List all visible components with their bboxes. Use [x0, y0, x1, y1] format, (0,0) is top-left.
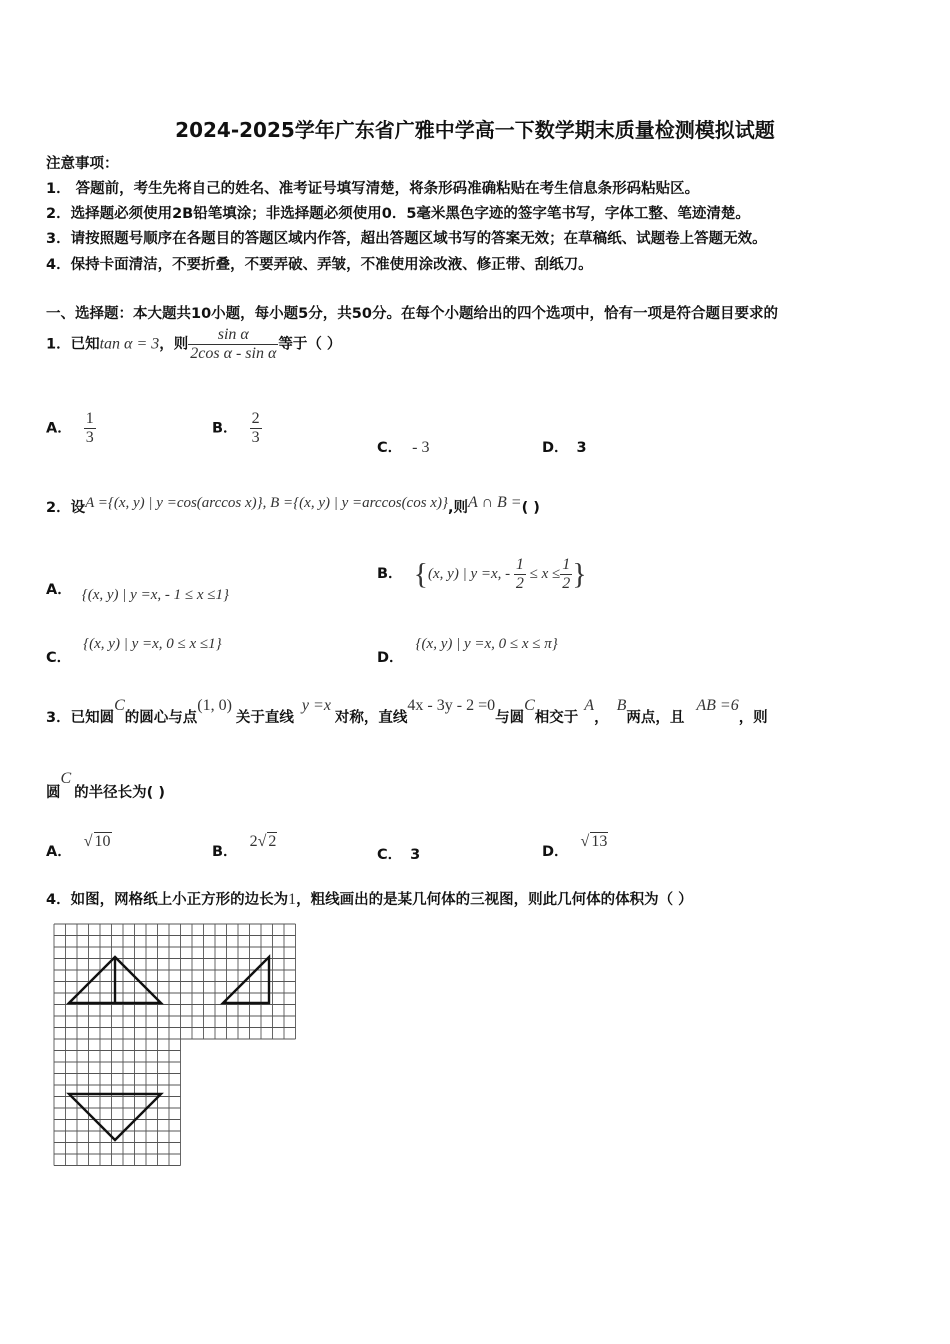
grid-figure-svg — [52, 922, 302, 1174]
option-a[interactable]: A． {(x, y) | y =x, - 1 ≤ x ≤1} — [46, 582, 229, 603]
option-c[interactable]: C． - 3 — [377, 439, 430, 456]
question-number: 4． — [46, 892, 71, 908]
option-d[interactable]: D．√ 13 — [542, 833, 608, 860]
question-4: 4．如图，网格纸上小正方形的边长为1，粗线画出的是某几何体的三视图，则此几何体的体积为（ ） — [46, 891, 693, 908]
notice-item: 2．选择题必须使用2B铅笔填涂；非选择题必须使用0．5毫米黑色字迹的签字笔书写，字体工整、笔迹清楚。 — [46, 206, 750, 222]
question-3: 3．已知圆C的圆心与点(1, 0)关于直线y =x对称，直线4x - 3y - 2 =0与圆C相交于A，B两点，且AB =6，则 — [46, 697, 768, 726]
option-b[interactable]: B． {(x, y) | y =x, - $\frac{1}{2}$ ≤ x ≤ $\frac{1}{2}$ } — [377, 556, 587, 592]
section-heading: 一、选择题：本大题共10小题，每小题5分，共50分。在每个小题给出的四个选项中，恰有一项是符合题目要求的 — [46, 306, 778, 322]
question-number: 3． — [46, 710, 71, 726]
top-view-triangle — [69, 1094, 161, 1140]
fraction: $\frac{\text{sin α}}{\text{2cos α - sin α}}$ — [190, 326, 277, 362]
option-b[interactable]: B．2√ 2 — [212, 833, 277, 860]
option-d[interactable]: D． 3 — [542, 440, 587, 456]
option-a[interactable]: A． $\frac{1}{3}$ — [46, 410, 94, 446]
question-number: 2． — [46, 500, 71, 516]
option-d[interactable]: D．{(x, y) | y =x, 0 ≤ x ≤ π} — [377, 636, 558, 666]
notice-item: 1． 答题前，考生先将自己的姓名、准考证号填写清楚，将条形码准确粘贴在考生信息条形码粘贴区。 — [46, 181, 700, 197]
notice-heading: 注意事项： — [46, 156, 119, 172]
option-a[interactable]: A．√ 10 — [46, 833, 111, 860]
side-view-triangle — [223, 957, 269, 1003]
page-title: 2024-2025学年广东省广雅中学高一下数学期末质量检测模拟试题 — [175, 118, 775, 142]
notice-item: 3．请按照题号顺序在各题目的答题区域内作答，超出答题区域书写的答案无效；在草稿纸、试题卷上答题无效。 — [46, 231, 767, 247]
three-view-figure — [52, 922, 302, 1174]
question-number: 1． — [46, 336, 71, 353]
question-2: 2．设A ={(x, y) | y =cos(arccos x)}, B ={(x, y) | y =arccos(cos x)},则A ∩ B =( ) — [46, 494, 540, 516]
option-c[interactable]: C． 3 — [377, 847, 421, 863]
notice-item: 4．保持卡面清洁，不要折叠，不要弄破、弄皱，不准使用涂改液、修正带、刮纸刀。 — [46, 257, 593, 273]
question-3-line-2: 圆C的半径长为( ) — [46, 770, 165, 801]
option-c[interactable]: C．{(x, y) | y =x, 0 ≤ x ≤1} — [46, 636, 222, 666]
question-1: 1．已知tan α = 3，则 $\frac{\text{sin α}}{\text{2cos α - sin α}}$ 等于（ ） — [46, 326, 342, 362]
option-b[interactable]: B． $\frac{2}{3}$ — [212, 410, 260, 446]
